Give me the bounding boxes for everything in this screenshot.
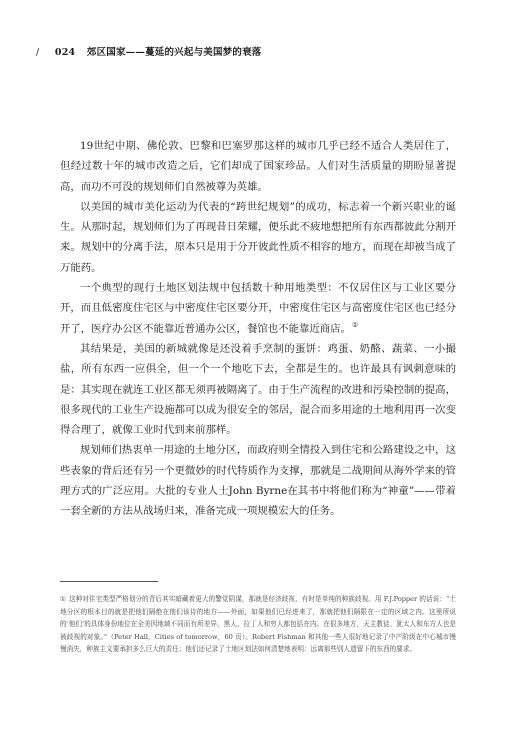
footnote-divider xyxy=(60,581,158,582)
running-header xyxy=(36,44,476,58)
paragraph xyxy=(60,197,456,278)
paragraph xyxy=(60,136,456,197)
paragraph-text: 19世纪中期、佛伦敦、巴黎和巴塞罗那这样的城市几乎已经不适合人类居住了，但经过数十年的城市改造之后，它们却成了国家珍品。人们对生活质量的期盼显著提高，而功不可没的规划师们自然被尊为英雄。 xyxy=(60,140,456,193)
footnote xyxy=(60,593,456,656)
paragraph-text: 其结果是，美国的新城就像是还没着手烹制的蛋饼：鸡蛋、奶酪、蔬菜、一小撮盐，所有东西一应俱全，但一个一个地吃下去，全都是生的。也许最具有讽刺意味的是：其实现在就连工业区都无须再被隔离了。由于生产流程的改进和污染控制的提高，很多现代的工业生产设施都可以成为很安全的邻居，混合而多用途的土地利用再一次变得合理了，就像工业时代到来前那样。 xyxy=(60,342,456,437)
header-slash: / xyxy=(36,47,40,58)
paragraph-text: 规划师们热衷单一用途的土地分区，而政府则全情投入到住宅和公路建设之中，这些表象的背后还有另一个更微妙的时代特质作为支撑，那就是二战期间从海外学来的管理方式的广泛应用。大批的专业人士John Byrne在其书中将他们称为“神童”——带着一套全新的方法从战场归来，准备完成一项规模宏大的任务。 xyxy=(60,444,456,518)
footnote-mark: ① xyxy=(60,595,66,603)
footnote-reference[interactable]: ① xyxy=(351,321,359,330)
paragraph xyxy=(60,278,456,339)
paragraph xyxy=(60,440,456,521)
book-title: 郊区国家——蔓延的兴起与美国梦的衰落 xyxy=(86,47,262,58)
footnote-text: 这种对住宅类型严格划分的背后其实暗藏着更大的警觉阴谋，那就是经济歧视，有时是单纯的种族歧视。用 F.J.Popper 的话说：“土地分区的根本目的就是把他们隔绝在他们该待的地方——外面，如果他们已经进来了，那就把他们隔限在一定的区域之内。这里所说的‘他们’的具体身份地位在全美因地域不同而有所差异，黑人、拉丁人和穷人都包括在内。在很多地方，天主教徒、犹太人和东方人也是被歧视的对象。”（Peter Hall，Cities of tomorrow，60 页）。Robert Fishman 和其他一些人很好地记录了中产阶级在中心城市慢慢消失，种族主义要承担多么巨大的责任；他们还记录了土地区划法如何清楚地表明：远离那些别人遗留下的东西的要求。 xyxy=(60,595,456,654)
paragraph-text: 一个典型的现行土地区划法规中包括数十种用地类型：不仅居住区与工业区要分开，而且低密度住宅区与中密度住宅区要分开，中密度住宅区与高密度住宅区也已经分开了，医疗办公区不能靠近普通办公区，餐馆也不能靠近商店。 xyxy=(60,282,456,335)
body-text xyxy=(60,136,456,522)
paragraph-text: 以美国的城市美化运动为代表的“跨世纪规划”的成功，标志着一个新兴职业的诞生。从那时起，规划师们为了再现昔日荣耀，便乐此不疲地想把所有东西都彼此分割开来。规划中的分离手法，原本只是用于分开彼此性质不相容的地方，而现在却被当成了万能药。 xyxy=(60,200,456,274)
page-number: 024 xyxy=(54,47,76,58)
paragraph xyxy=(60,339,456,440)
